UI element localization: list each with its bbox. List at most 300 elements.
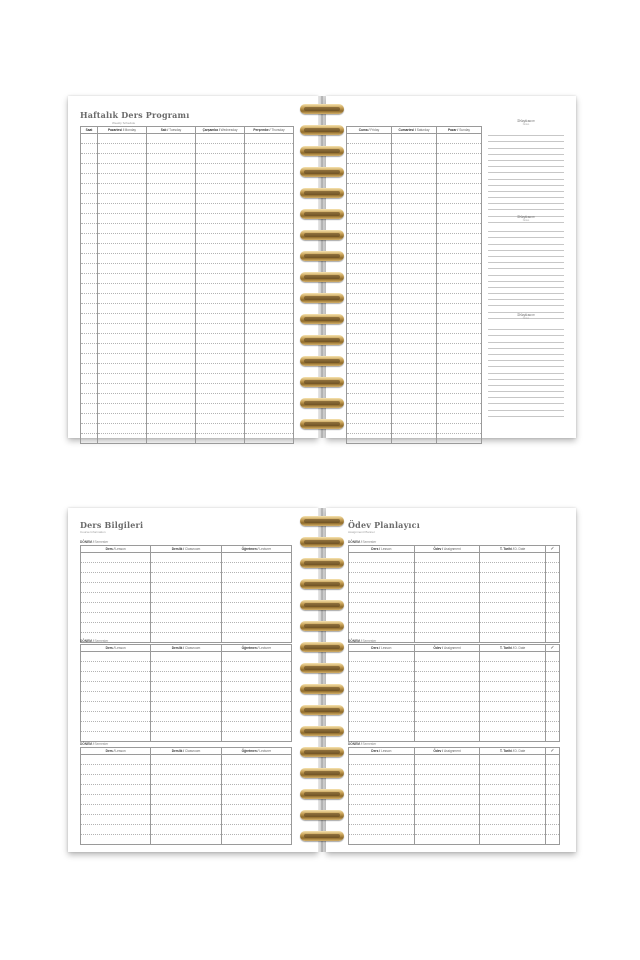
table-cell[interactable] xyxy=(81,144,98,154)
table-cell[interactable] xyxy=(437,264,482,274)
table-cell[interactable] xyxy=(81,613,151,623)
table-cell[interactable] xyxy=(221,722,291,732)
table-cell[interactable] xyxy=(245,264,294,274)
table-cell[interactable] xyxy=(81,334,98,344)
table-cell[interactable] xyxy=(480,593,546,603)
table-cell[interactable] xyxy=(151,583,221,593)
table-cell[interactable] xyxy=(147,404,196,414)
table-cell[interactable] xyxy=(245,314,294,324)
table-cell[interactable] xyxy=(81,344,98,354)
table-cell[interactable] xyxy=(245,254,294,264)
table-cell[interactable] xyxy=(98,144,147,154)
table-cell[interactable] xyxy=(437,274,482,284)
table-cell[interactable] xyxy=(480,785,546,795)
table-cell[interactable] xyxy=(221,672,291,682)
table-cell[interactable] xyxy=(437,244,482,254)
table-cell[interactable] xyxy=(98,314,147,324)
table-cell[interactable] xyxy=(151,652,221,662)
table-cell[interactable] xyxy=(392,244,437,254)
done-checkbox-cell[interactable] xyxy=(546,712,560,722)
table-cell[interactable] xyxy=(221,785,291,795)
table-cell[interactable] xyxy=(392,384,437,394)
table-cell[interactable] xyxy=(437,394,482,404)
table-cell[interactable] xyxy=(147,294,196,304)
table-cell[interactable] xyxy=(414,815,480,825)
table-cell[interactable] xyxy=(81,204,98,214)
table-cell[interactable] xyxy=(349,603,415,613)
table-cell[interactable] xyxy=(437,204,482,214)
table-cell[interactable] xyxy=(221,795,291,805)
done-checkbox-cell[interactable] xyxy=(546,662,560,672)
table-cell[interactable] xyxy=(196,324,245,334)
table-cell[interactable] xyxy=(349,702,415,712)
table-cell[interactable] xyxy=(480,672,546,682)
table-cell[interactable] xyxy=(81,234,98,244)
table-cell[interactable] xyxy=(245,364,294,374)
table-cell[interactable] xyxy=(347,314,392,324)
table-cell[interactable] xyxy=(245,154,294,164)
table-cell[interactable] xyxy=(437,324,482,334)
table-cell[interactable] xyxy=(347,364,392,374)
table-cell[interactable] xyxy=(221,633,291,643)
done-checkbox-cell[interactable] xyxy=(546,765,560,775)
table-cell[interactable] xyxy=(221,692,291,702)
table-cell[interactable] xyxy=(147,164,196,174)
table-cell[interactable] xyxy=(81,434,98,444)
table-cell[interactable] xyxy=(81,825,151,835)
table-cell[interactable] xyxy=(221,732,291,742)
table-cell[interactable] xyxy=(196,164,245,174)
table-cell[interactable] xyxy=(221,603,291,613)
table-cell[interactable] xyxy=(437,144,482,154)
table-cell[interactable] xyxy=(221,652,291,662)
table-cell[interactable] xyxy=(147,214,196,224)
table-cell[interactable] xyxy=(480,775,546,785)
table-cell[interactable] xyxy=(147,264,196,274)
table-cell[interactable] xyxy=(349,553,415,563)
table-cell[interactable] xyxy=(349,593,415,603)
table-cell[interactable] xyxy=(151,662,221,672)
table-cell[interactable] xyxy=(437,364,482,374)
done-checkbox-cell[interactable] xyxy=(546,825,560,835)
table-cell[interactable] xyxy=(81,154,98,164)
table-cell[interactable] xyxy=(245,304,294,314)
table-cell[interactable] xyxy=(347,234,392,244)
table-cell[interactable] xyxy=(151,835,221,845)
table-cell[interactable] xyxy=(98,304,147,314)
table-cell[interactable] xyxy=(81,672,151,682)
table-cell[interactable] xyxy=(98,354,147,364)
table-cell[interactable] xyxy=(349,835,415,845)
table-cell[interactable] xyxy=(81,593,151,603)
table-cell[interactable] xyxy=(347,374,392,384)
table-cell[interactable] xyxy=(414,573,480,583)
table-cell[interactable] xyxy=(347,224,392,234)
table-cell[interactable] xyxy=(81,324,98,334)
table-cell[interactable] xyxy=(437,184,482,194)
table-cell[interactable] xyxy=(414,603,480,613)
table-cell[interactable] xyxy=(196,344,245,354)
table-cell[interactable] xyxy=(392,184,437,194)
table-cell[interactable] xyxy=(414,785,480,795)
table-cell[interactable] xyxy=(414,623,480,633)
table-cell[interactable] xyxy=(347,134,392,144)
table-cell[interactable] xyxy=(196,374,245,384)
table-cell[interactable] xyxy=(414,633,480,643)
table-cell[interactable] xyxy=(245,354,294,364)
table-cell[interactable] xyxy=(196,414,245,424)
table-cell[interactable] xyxy=(392,264,437,274)
table-cell[interactable] xyxy=(414,712,480,722)
table-cell[interactable] xyxy=(81,384,98,394)
table-cell[interactable] xyxy=(81,583,151,593)
table-cell[interactable] xyxy=(151,672,221,682)
table-cell[interactable] xyxy=(347,154,392,164)
table-cell[interactable] xyxy=(349,795,415,805)
table-cell[interactable] xyxy=(414,652,480,662)
table-cell[interactable] xyxy=(347,254,392,264)
table-cell[interactable] xyxy=(147,154,196,164)
table-cell[interactable] xyxy=(147,364,196,374)
table-cell[interactable] xyxy=(245,234,294,244)
table-cell[interactable] xyxy=(414,682,480,692)
table-cell[interactable] xyxy=(81,214,98,224)
table-cell[interactable] xyxy=(81,573,151,583)
table-cell[interactable] xyxy=(81,354,98,364)
done-checkbox-cell[interactable] xyxy=(546,775,560,785)
table-cell[interactable] xyxy=(196,244,245,254)
table-cell[interactable] xyxy=(147,224,196,234)
table-cell[interactable] xyxy=(349,652,415,662)
done-checkbox-cell[interactable] xyxy=(546,672,560,682)
table-cell[interactable] xyxy=(98,264,147,274)
table-cell[interactable] xyxy=(98,334,147,344)
table-cell[interactable] xyxy=(81,414,98,424)
table-cell[interactable] xyxy=(437,254,482,264)
table-cell[interactable] xyxy=(81,623,151,633)
table-cell[interactable] xyxy=(347,324,392,334)
done-checkbox-cell[interactable] xyxy=(546,682,560,692)
table-cell[interactable] xyxy=(147,304,196,314)
table-cell[interactable] xyxy=(347,424,392,434)
table-cell[interactable] xyxy=(221,583,291,593)
table-cell[interactable] xyxy=(196,384,245,394)
table-cell[interactable] xyxy=(349,563,415,573)
table-cell[interactable] xyxy=(98,284,147,294)
table-cell[interactable] xyxy=(81,765,151,775)
table-cell[interactable] xyxy=(147,394,196,404)
table-cell[interactable] xyxy=(480,712,546,722)
table-cell[interactable] xyxy=(81,284,98,294)
table-cell[interactable] xyxy=(196,354,245,364)
table-cell[interactable] xyxy=(151,732,221,742)
table-cell[interactable] xyxy=(81,184,98,194)
table-cell[interactable] xyxy=(392,154,437,164)
table-cell[interactable] xyxy=(98,184,147,194)
table-cell[interactable] xyxy=(349,573,415,583)
table-cell[interactable] xyxy=(81,424,98,434)
table-cell[interactable] xyxy=(392,274,437,284)
table-cell[interactable] xyxy=(81,682,151,692)
done-checkbox-cell[interactable] xyxy=(546,603,560,613)
table-cell[interactable] xyxy=(147,254,196,264)
table-cell[interactable] xyxy=(245,434,294,444)
table-cell[interactable] xyxy=(81,164,98,174)
table-cell[interactable] xyxy=(347,434,392,444)
table-cell[interactable] xyxy=(414,672,480,682)
table-cell[interactable] xyxy=(245,324,294,334)
table-cell[interactable] xyxy=(196,364,245,374)
table-cell[interactable] xyxy=(81,174,98,184)
table-cell[interactable] xyxy=(151,633,221,643)
table-cell[interactable] xyxy=(480,633,546,643)
table-cell[interactable] xyxy=(147,244,196,254)
table-cell[interactable] xyxy=(349,682,415,692)
table-cell[interactable] xyxy=(196,314,245,324)
table-cell[interactable] xyxy=(349,755,415,765)
table-cell[interactable] xyxy=(221,682,291,692)
table-cell[interactable] xyxy=(98,224,147,234)
table-cell[interactable] xyxy=(147,194,196,204)
table-cell[interactable] xyxy=(98,384,147,394)
table-cell[interactable] xyxy=(98,254,147,264)
table-cell[interactable] xyxy=(437,424,482,434)
table-cell[interactable] xyxy=(151,712,221,722)
table-cell[interactable] xyxy=(392,144,437,154)
table-cell[interactable] xyxy=(151,775,221,785)
done-checkbox-cell[interactable] xyxy=(546,805,560,815)
table-cell[interactable] xyxy=(196,134,245,144)
table-cell[interactable] xyxy=(147,434,196,444)
table-cell[interactable] xyxy=(347,394,392,404)
table-cell[interactable] xyxy=(349,613,415,623)
table-cell[interactable] xyxy=(147,344,196,354)
table-cell[interactable] xyxy=(392,234,437,244)
table-cell[interactable] xyxy=(147,284,196,294)
table-cell[interactable] xyxy=(147,314,196,324)
table-cell[interactable] xyxy=(347,304,392,314)
table-cell[interactable] xyxy=(196,394,245,404)
table-cell[interactable] xyxy=(392,174,437,184)
table-cell[interactable] xyxy=(480,722,546,732)
table-cell[interactable] xyxy=(221,712,291,722)
table-cell[interactable] xyxy=(392,414,437,424)
table-cell[interactable] xyxy=(349,775,415,785)
table-cell[interactable] xyxy=(437,404,482,414)
table-cell[interactable] xyxy=(151,765,221,775)
table-cell[interactable] xyxy=(98,204,147,214)
table-cell[interactable] xyxy=(347,144,392,154)
table-cell[interactable] xyxy=(349,692,415,702)
table-cell[interactable] xyxy=(437,314,482,324)
table-cell[interactable] xyxy=(81,775,151,785)
table-cell[interactable] xyxy=(414,825,480,835)
table-cell[interactable] xyxy=(414,775,480,785)
table-cell[interactable] xyxy=(349,672,415,682)
table-cell[interactable] xyxy=(392,164,437,174)
table-cell[interactable] xyxy=(347,164,392,174)
table-cell[interactable] xyxy=(81,254,98,264)
table-cell[interactable] xyxy=(437,294,482,304)
table-cell[interactable] xyxy=(196,224,245,234)
table-cell[interactable] xyxy=(98,364,147,374)
table-cell[interactable] xyxy=(349,583,415,593)
table-cell[interactable] xyxy=(245,194,294,204)
table-cell[interactable] xyxy=(349,815,415,825)
table-cell[interactable] xyxy=(147,374,196,384)
table-cell[interactable] xyxy=(349,825,415,835)
table-cell[interactable] xyxy=(347,294,392,304)
table-cell[interactable] xyxy=(221,563,291,573)
table-cell[interactable] xyxy=(392,434,437,444)
table-cell[interactable] xyxy=(414,805,480,815)
table-cell[interactable] xyxy=(480,805,546,815)
table-cell[interactable] xyxy=(196,404,245,414)
table-cell[interactable] xyxy=(98,424,147,434)
table-cell[interactable] xyxy=(81,755,151,765)
table-cell[interactable] xyxy=(392,194,437,204)
table-cell[interactable] xyxy=(98,244,147,254)
table-cell[interactable] xyxy=(245,244,294,254)
table-cell[interactable] xyxy=(81,194,98,204)
table-cell[interactable] xyxy=(347,354,392,364)
table-cell[interactable] xyxy=(414,702,480,712)
table-cell[interactable] xyxy=(221,623,291,633)
table-cell[interactable] xyxy=(245,344,294,354)
table-cell[interactable] xyxy=(147,174,196,184)
table-cell[interactable] xyxy=(98,174,147,184)
table-cell[interactable] xyxy=(392,224,437,234)
table-cell[interactable] xyxy=(414,553,480,563)
table-cell[interactable] xyxy=(349,623,415,633)
table-cell[interactable] xyxy=(392,304,437,314)
table-cell[interactable] xyxy=(81,294,98,304)
table-cell[interactable] xyxy=(437,384,482,394)
table-cell[interactable] xyxy=(480,563,546,573)
table-cell[interactable] xyxy=(147,354,196,364)
table-cell[interactable] xyxy=(347,204,392,214)
table-cell[interactable] xyxy=(81,553,151,563)
table-cell[interactable] xyxy=(81,795,151,805)
table-cell[interactable] xyxy=(221,775,291,785)
table-cell[interactable] xyxy=(221,593,291,603)
table-cell[interactable] xyxy=(347,404,392,414)
table-cell[interactable] xyxy=(392,284,437,294)
table-cell[interactable] xyxy=(147,424,196,434)
table-cell[interactable] xyxy=(196,234,245,244)
table-cell[interactable] xyxy=(392,344,437,354)
table-cell[interactable] xyxy=(81,264,98,274)
done-checkbox-cell[interactable] xyxy=(546,583,560,593)
table-cell[interactable] xyxy=(480,765,546,775)
table-cell[interactable] xyxy=(349,662,415,672)
table-cell[interactable] xyxy=(347,414,392,424)
table-cell[interactable] xyxy=(151,603,221,613)
table-cell[interactable] xyxy=(347,184,392,194)
table-cell[interactable] xyxy=(245,214,294,224)
table-cell[interactable] xyxy=(392,294,437,304)
table-cell[interactable] xyxy=(151,755,221,765)
table-cell[interactable] xyxy=(414,662,480,672)
table-cell[interactable] xyxy=(349,722,415,732)
table-cell[interactable] xyxy=(151,795,221,805)
table-cell[interactable] xyxy=(437,304,482,314)
table-cell[interactable] xyxy=(480,553,546,563)
table-cell[interactable] xyxy=(349,785,415,795)
table-cell[interactable] xyxy=(151,825,221,835)
table-cell[interactable] xyxy=(480,682,546,692)
table-cell[interactable] xyxy=(151,623,221,633)
table-cell[interactable] xyxy=(221,815,291,825)
table-cell[interactable] xyxy=(81,835,151,845)
table-cell[interactable] xyxy=(437,134,482,144)
table-cell[interactable] xyxy=(347,214,392,224)
table-cell[interactable] xyxy=(245,404,294,414)
table-cell[interactable] xyxy=(392,214,437,224)
table-cell[interactable] xyxy=(245,424,294,434)
table-cell[interactable] xyxy=(414,732,480,742)
table-cell[interactable] xyxy=(98,234,147,244)
table-cell[interactable] xyxy=(81,652,151,662)
done-checkbox-cell[interactable] xyxy=(546,553,560,563)
table-cell[interactable] xyxy=(147,414,196,424)
table-cell[interactable] xyxy=(392,134,437,144)
table-cell[interactable] xyxy=(245,204,294,214)
table-cell[interactable] xyxy=(437,354,482,364)
table-cell[interactable] xyxy=(349,765,415,775)
table-cell[interactable] xyxy=(347,274,392,284)
table-cell[interactable] xyxy=(349,805,415,815)
table-cell[interactable] xyxy=(392,204,437,214)
table-cell[interactable] xyxy=(480,623,546,633)
table-cell[interactable] xyxy=(245,284,294,294)
table-cell[interactable] xyxy=(81,244,98,254)
table-cell[interactable] xyxy=(81,692,151,702)
table-cell[interactable] xyxy=(98,164,147,174)
table-cell[interactable] xyxy=(221,765,291,775)
table-cell[interactable] xyxy=(347,334,392,344)
table-cell[interactable] xyxy=(221,662,291,672)
table-cell[interactable] xyxy=(221,805,291,815)
done-checkbox-cell[interactable] xyxy=(546,795,560,805)
table-cell[interactable] xyxy=(480,755,546,765)
table-cell[interactable] xyxy=(81,134,98,144)
table-cell[interactable] xyxy=(437,174,482,184)
table-cell[interactable] xyxy=(98,434,147,444)
table-cell[interactable] xyxy=(245,174,294,184)
table-cell[interactable] xyxy=(414,755,480,765)
table-cell[interactable] xyxy=(196,254,245,264)
table-cell[interactable] xyxy=(151,805,221,815)
table-cell[interactable] xyxy=(480,613,546,623)
done-checkbox-cell[interactable] xyxy=(546,835,560,845)
table-cell[interactable] xyxy=(81,722,151,732)
table-cell[interactable] xyxy=(81,785,151,795)
done-checkbox-cell[interactable] xyxy=(546,652,560,662)
table-cell[interactable] xyxy=(480,825,546,835)
table-cell[interactable] xyxy=(81,404,98,414)
table-cell[interactable] xyxy=(437,234,482,244)
table-cell[interactable] xyxy=(98,414,147,424)
done-checkbox-cell[interactable] xyxy=(546,573,560,583)
table-cell[interactable] xyxy=(196,154,245,164)
table-cell[interactable] xyxy=(196,214,245,224)
table-cell[interactable] xyxy=(196,204,245,214)
table-cell[interactable] xyxy=(98,344,147,354)
table-cell[interactable] xyxy=(196,174,245,184)
table-cell[interactable] xyxy=(437,434,482,444)
table-cell[interactable] xyxy=(245,184,294,194)
